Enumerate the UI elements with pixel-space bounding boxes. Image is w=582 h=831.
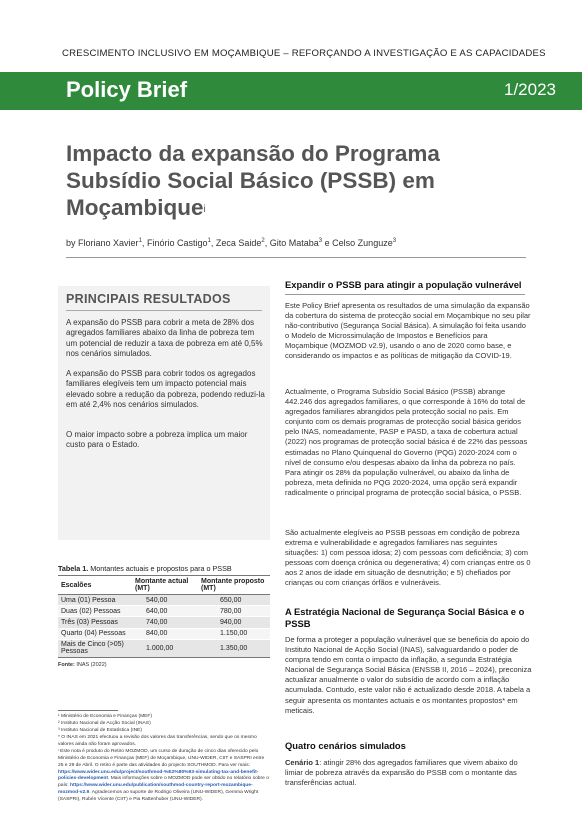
table-cell: 640,00	[132, 606, 198, 617]
title-line-2: Subsídio Social Básico (PSSB) em	[66, 168, 435, 193]
table-cell: 780,00	[198, 606, 270, 617]
table-cell: Uma (01) Pessoa	[58, 595, 132, 606]
body-paragraph-5: Cenário 1: atingir 28% dos agregados familiares que vivem abaixo do limiar de pobreza através da expansão do PSSB com o montante das transferências actual.	[285, 758, 518, 788]
result-paragraph-2: A expansão do PSSB para cobrir todos os agregados familiares elegíveis tem um impacto potencial mais elevado sobre a redução da pobreza, podendo reduzi-la em até 2,4% nos cenários simulados.	[66, 369, 265, 410]
section-heading-scenarios: Quatro cenários simulados	[285, 740, 406, 751]
table-cell: Três (03) Pessoas	[58, 617, 132, 628]
table-row	[58, 628, 270, 639]
table-cell: 940,00	[198, 617, 270, 628]
table-cell: 840,00	[132, 628, 198, 639]
footnotes	[58, 714, 270, 804]
column-header: Montante actual (MT)	[132, 576, 198, 595]
table-row	[58, 639, 270, 657]
header-band	[0, 72, 582, 110]
footnote: * O INAS em 2021 efectuou a revisão dos valores das transferências, sendo que os mesmo valores ainda não foram aprovados.	[58, 735, 257, 748]
result-paragraph-1: A expansão do PSSB para cobrir a meta de 28% dos agregados familiares abaixo da linha de pobreza tem um potencial de reduzir a taxa de pobreza em até 0,5% nos cenários simulados.	[66, 318, 263, 359]
table-cell: Duas (02) Pessoas	[58, 606, 132, 617]
key-results-panel	[58, 286, 270, 540]
title-divider	[66, 257, 526, 258]
body-paragraph-1: Este Policy Brief apresenta os resultados de uma simulação da expansão da cobertura do sistema de protecção social em Moçambique no seu pilar não-contributivo (Segurança Social Básica). A simulação foi feita usando o Modelo de Microssimulação de Impostos e Benefícios para Moçambique (MOZMOD v2.9), usando o ano de 2020 como base, e considerando os impactos e as políticas de mitigação da COVID-19.	[285, 301, 531, 361]
footnote: ² Instituto Nacional de Acção Social (INAS)	[58, 721, 151, 727]
author: Finório Castigo$^1$,	[146, 238, 214, 248]
document-title	[66, 140, 526, 221]
footnote: ³ Instituto Nacional de Estatística (INE)	[58, 728, 142, 734]
policy-brief-label: Policy Brief	[66, 77, 188, 102]
section-heading-expand: Expandir o PSSB para atingir a população vulnerável	[285, 279, 522, 290]
table-cell: Quarto (04) Pessoas	[58, 628, 132, 639]
issue-number: 1/2023	[504, 80, 556, 99]
amounts-table	[58, 575, 270, 658]
table-cell: 1.150,00	[198, 628, 270, 639]
report-link[interactable]: https://www.wider.unu.edu/publication/southmod-country-report-mozambique-mozmod-v2.9	[58, 783, 253, 795]
title-line-1: Impacto da expansão do Programa	[66, 141, 440, 166]
footnote: ¹ Ministério de Economia e Finanças (MEF)	[58, 714, 153, 719]
author: Celso Zunguze$^3$	[332, 238, 397, 248]
table-row	[58, 606, 270, 617]
title-line-3: Moçambique$^i$	[66, 195, 206, 220]
footnote-divider	[58, 710, 118, 711]
table-cell: 740,00	[132, 617, 198, 628]
authors-line: by Floriano Xavier$^1$, Finório Castigo$^1$, Zeca Saide$^2$, Gito Mataba$^3$ e Celso Zunguze$^3$	[66, 238, 397, 248]
column-header: Escalões	[58, 576, 132, 595]
footnote: ᶦ Este nota é produto do Retiro MOZMOD, um curso de duração de cinco dias oferecido pelo Ministério de Economia e Finanças (MEF) de Moçambique, UNU-WIDER, CIIT e SASPRI entre 25 e 29 de Abril. O retiro é parte das atividades do projecto SOUTHMOD. Para ver mais: https://www.wider.unu.edu/project/southmod-%E2%80%93-simulating-tax-and-benefit-policies-development. Mais informações sobre o MOZMOD pode ser obtido no relatório sobre o país: https://www.wider.unu.edu/publication/southmod-country-report-mozambique-mozmod-v2.9. Agradecemos ao suporte de Rodrigo Oliveira (UNU-WIDER), Gemma Wright (SASPRI), Rubén Vicente (CIIT) e Pia Rattenhuber (UNU-WIDER).	[58, 749, 269, 802]
table-cell: 650,00	[198, 595, 270, 606]
key-results-divider	[66, 310, 262, 311]
key-results-heading: PRINCIPAIS RESULTADOS	[66, 292, 231, 306]
result-paragraph-3: O maior impacto sobre a pobreza implica um maior custo para o Estado.	[66, 430, 248, 450]
author: Floriano Xavier$^1$,	[78, 238, 145, 248]
series-title: CRESCIMENTO INCLUSIVO EM MOÇAMBIQUE – REFORÇANDO A INVESTIGAÇÃO E AS CAPACIDADES	[62, 48, 546, 59]
table-source: Fonte: INAS (2022)	[58, 662, 107, 668]
body-paragraph-2: Actualmente, o Programa Subsídio Social Básico (PSSB) abrange 442.246 dos agregados familiares, o que corresponde à 16% do total de agregados familiares abrangidos pela protecção social no país. Em conjunto com os demais programas de protecção social básica geridos pelo INAS, nomeadamente, PASP e PASD, a taxa de cobertura actual (2022) nos programas de protecção social básica é de 22% das pessoas estimadas no Plano Quinquenal do Governo (PQG) 2020-2024 com o nível de consumo e/ou despesas abaixo da linha da pobreza no país. Para atingir os 28% da população vulnerável, ou abaixo da linha de pobreza, meta definida no PQG 2020-2024, uma opção será expandir radicalmente o principal programa de protecção social básica, o PSSB.	[285, 387, 528, 497]
author: Zeca Saide$^2$,	[215, 238, 268, 248]
table-cell: Mais de Cinco (>05) Pessoas	[58, 639, 132, 657]
table-cell: 540,00	[132, 595, 198, 606]
table-cell: 1.000,00	[132, 639, 198, 657]
title-footnote-marker: i	[203, 204, 206, 215]
author: Gito Mataba$^3$	[269, 238, 323, 248]
table-row	[58, 617, 270, 628]
section-divider	[285, 294, 525, 295]
table-caption: Tabela 1. Montantes actuais e propostos para o PSSB	[58, 564, 232, 573]
column-header: Montante proposto (MT)	[198, 576, 270, 595]
table-cell: 1.350,00	[198, 639, 270, 657]
body-paragraph-4: De forma a proteger a população vulnerável que se beneficia do apoio do Instituto Nacional de Acção Social (INAS), salvaguardando o poder de compra tendo em conta o impacto da inflação, a segunda Estratégia Nacional de Segurança Social Básica (ENSSB II, 2016 – 2024), preconiza actualizar anualmente o valor do subsídio de acordo com a inflação acumulada. Contudo, este valor não é actualizado desde 2018. A tabela a seguir apresenta os montantes actuais e os montantes propostos* em meticais.	[285, 635, 532, 715]
table-header-row	[58, 576, 270, 595]
section-heading-strategy: A Estratégia Nacional de Segurança Social Básica e o PSSB	[285, 606, 525, 629]
project-link[interactable]: https://www.wider.unu.edu/project/southmod-%E2%80%93-simulating-tax-and-benefit-policies-development	[58, 769, 259, 782]
body-paragraph-3: São actualmente elegíveis ao PSSB pessoas em condição de pobreza extrema e vulnerabilidade e agregados familiares nas seguintes situações: 1) com pessoa idosa; 2) com pessoas com deficiência; 3) com pessoas com doença crónica ou degenerativa; 4) com crianças entre os 0 aos 2 anos de idade em situação de desnutrição; e 5) chefiados por crianças ou com crianças órfãos e vulneráveis.	[285, 528, 531, 588]
table-row	[58, 595, 270, 606]
